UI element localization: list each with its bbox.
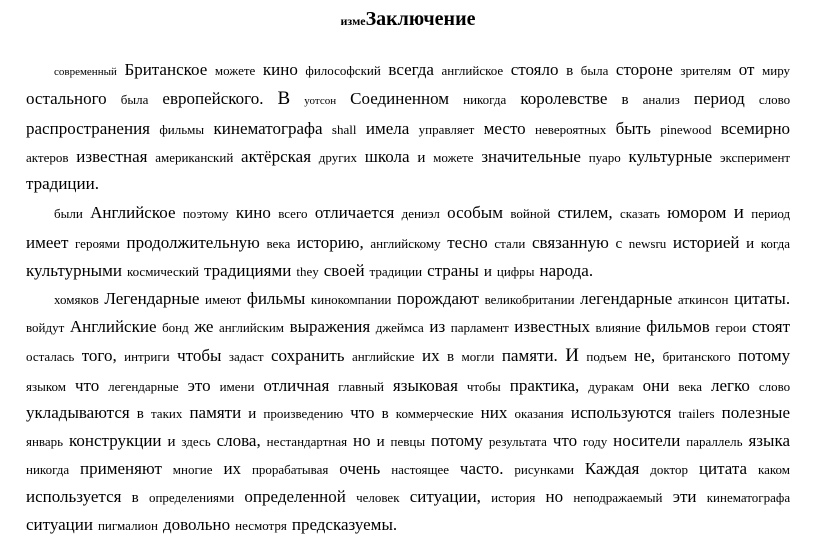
- word: стороне: [615, 60, 673, 79]
- word: языком: [26, 378, 66, 394]
- word: довольно: [162, 515, 231, 535]
- word: парламент: [450, 319, 509, 335]
- word: влияние: [595, 319, 641, 335]
- word: века: [266, 236, 291, 252]
- word: ситуации: [26, 515, 93, 535]
- word: имела: [365, 118, 410, 138]
- word: поэтому: [182, 206, 229, 222]
- word: стали: [494, 236, 526, 252]
- word: полезные: [721, 403, 791, 423]
- word: стояло: [510, 60, 559, 79]
- word: имени: [219, 378, 255, 394]
- word: же: [194, 316, 214, 336]
- word: могли: [461, 348, 495, 364]
- word: известная: [76, 146, 148, 166]
- word: место: [483, 118, 526, 138]
- word: Легендарные: [104, 288, 200, 308]
- word: в: [447, 348, 455, 365]
- word: когда: [760, 236, 791, 252]
- word: они: [642, 375, 670, 395]
- word: того,: [81, 345, 117, 365]
- word: слово: [758, 91, 791, 107]
- word: кинематографа: [213, 118, 323, 138]
- word: что: [350, 403, 375, 423]
- word: управляет: [418, 121, 475, 137]
- word: в: [381, 406, 389, 423]
- word: американский: [155, 149, 234, 165]
- word: период: [693, 88, 745, 108]
- word: потому: [430, 431, 483, 451]
- word: году: [583, 434, 608, 450]
- word: философский: [305, 63, 381, 78]
- word: применяют: [80, 459, 162, 479]
- word: фильмов: [646, 316, 710, 336]
- word: с: [615, 236, 623, 253]
- word: определенной: [244, 487, 346, 507]
- word: каком: [757, 462, 790, 478]
- word: здесь: [181, 434, 211, 450]
- word: анализ: [642, 91, 680, 107]
- word: народа.: [539, 261, 594, 281]
- word: легендарные: [580, 288, 673, 308]
- word: но: [353, 431, 371, 451]
- word: носители: [613, 431, 681, 451]
- word: современный: [54, 66, 117, 78]
- word: кинематографа: [706, 490, 791, 506]
- word: потому: [738, 345, 791, 365]
- word: кино: [235, 203, 271, 223]
- word: легендарные: [108, 378, 179, 394]
- word: и: [733, 202, 744, 224]
- word: что: [74, 375, 100, 395]
- word: несмотря: [235, 518, 287, 534]
- word: была: [580, 63, 609, 78]
- word: герои: [715, 319, 747, 335]
- word: сохранить: [270, 345, 345, 365]
- word: была: [120, 91, 149, 107]
- word: что: [552, 431, 578, 451]
- word: Соединенном: [350, 88, 450, 108]
- paragraph: [26, 198, 790, 285]
- word: но: [545, 487, 564, 507]
- word: В: [277, 87, 291, 109]
- word: историей: [672, 233, 740, 253]
- word: английскому: [370, 236, 441, 252]
- word: никогда: [26, 462, 70, 478]
- word: таких: [150, 406, 183, 422]
- word: задаст: [228, 348, 264, 364]
- word: памяти.: [501, 345, 558, 365]
- word: ситуации,: [409, 487, 481, 507]
- word: история: [491, 490, 536, 506]
- word: историю,: [296, 233, 364, 253]
- word: настоящее: [391, 462, 449, 478]
- word: отличается: [314, 203, 395, 223]
- word: их: [422, 345, 440, 365]
- word: можете: [433, 149, 474, 165]
- word: них: [480, 403, 508, 423]
- word: чтобы: [466, 378, 501, 394]
- word: языка: [748, 431, 790, 451]
- word: значительные: [481, 146, 581, 166]
- word: хомяков: [54, 291, 99, 307]
- word: shall: [331, 121, 357, 137]
- word: цитата: [698, 459, 748, 479]
- word: неподражаемый: [573, 490, 663, 506]
- word: английское: [441, 63, 504, 78]
- word: эксперимент: [719, 149, 791, 165]
- word: выражения: [289, 316, 371, 336]
- word: И: [565, 344, 579, 366]
- word: слово: [758, 378, 791, 394]
- word: в: [131, 490, 139, 507]
- word: подъем: [586, 348, 627, 364]
- word: традициями: [204, 261, 292, 281]
- word: языковая: [392, 375, 458, 395]
- word: от: [738, 60, 755, 79]
- word: невероятных: [535, 121, 607, 137]
- word: культурными: [26, 261, 122, 281]
- word: и: [483, 264, 492, 281]
- word: произведению: [263, 406, 344, 422]
- word: их: [223, 459, 242, 479]
- word: дуракам: [588, 378, 634, 394]
- word: века: [678, 378, 703, 394]
- word: отличная: [263, 375, 330, 395]
- word: в: [136, 406, 144, 423]
- word: традиции.: [26, 174, 99, 194]
- word: сказать: [620, 206, 660, 222]
- word: традиции: [369, 264, 423, 280]
- word: период: [751, 206, 791, 222]
- word: других: [318, 149, 358, 165]
- word: порождают: [396, 288, 479, 308]
- word: trailers: [678, 406, 715, 422]
- word: всего: [278, 206, 308, 222]
- word: особым: [447, 203, 503, 223]
- word: доктор: [650, 462, 689, 478]
- word: стилем,: [557, 203, 613, 223]
- word: результата: [488, 434, 547, 450]
- word: в: [621, 91, 629, 108]
- word: имеет: [26, 233, 69, 253]
- word: в: [566, 63, 574, 79]
- word: укладываются: [26, 403, 130, 423]
- word: бонд: [162, 319, 189, 335]
- word: коммерческие: [395, 406, 474, 422]
- word: определениями: [148, 490, 235, 506]
- word: английским: [218, 319, 285, 335]
- word: быть: [615, 118, 651, 138]
- word: интриги: [124, 348, 170, 364]
- word: английские: [351, 348, 415, 364]
- word: цифры: [496, 264, 535, 280]
- word: не,: [634, 345, 656, 365]
- word: из: [429, 316, 446, 336]
- word: дениэл: [401, 206, 440, 222]
- paragraph: [26, 56, 790, 198]
- word: британского: [662, 348, 731, 364]
- word: параллель: [686, 434, 743, 450]
- word: всемирно: [720, 118, 791, 138]
- word: войдут: [26, 319, 65, 335]
- word: страны: [427, 261, 479, 281]
- word: и: [248, 406, 257, 423]
- word: тесно: [447, 233, 488, 253]
- word: используется: [26, 487, 122, 507]
- word: стоят: [751, 316, 791, 336]
- word: европейского.: [162, 88, 264, 108]
- word: легко: [711, 375, 750, 395]
- word: pinewood: [660, 121, 712, 137]
- word: своей: [323, 261, 365, 281]
- word: предсказуемы.: [291, 515, 398, 535]
- word: фильмы: [246, 288, 306, 308]
- word: часто.: [459, 459, 504, 479]
- word: актёрская: [241, 146, 312, 166]
- page-title-prefix: изме: [340, 14, 366, 28]
- word: Английские: [69, 316, 157, 336]
- word: зрителям: [680, 63, 732, 78]
- page-title-main: Заключение: [365, 8, 476, 30]
- word: практика,: [509, 375, 580, 395]
- word: цитаты.: [734, 288, 791, 308]
- word: аткинсон: [677, 291, 729, 307]
- word: актеров: [26, 149, 69, 165]
- word: слова,: [216, 431, 261, 451]
- word: используются: [570, 403, 672, 423]
- word: эти: [672, 487, 697, 507]
- word: пигмалион: [97, 518, 158, 534]
- word: и: [167, 434, 176, 451]
- word: памяти: [189, 403, 242, 423]
- word: пуаро: [588, 149, 621, 165]
- word: чтобы: [177, 345, 222, 365]
- word: великобритании: [484, 291, 575, 307]
- word: всегда: [388, 60, 434, 79]
- word: это: [187, 375, 211, 395]
- word: человек: [356, 490, 400, 506]
- word: январь: [26, 434, 64, 450]
- word: осталась: [26, 348, 75, 364]
- word: имеют: [205, 291, 242, 307]
- word: нестандартная: [266, 434, 348, 450]
- word: культурные: [628, 146, 713, 166]
- word: рисунками: [514, 462, 575, 478]
- word: распространения: [26, 118, 150, 138]
- word: newsru: [628, 236, 667, 252]
- paragraph: [26, 285, 790, 539]
- word: связанную: [531, 233, 609, 253]
- word: продолжительную: [126, 233, 260, 253]
- word: юмором: [667, 203, 727, 223]
- word: войной: [510, 206, 551, 222]
- word: джеймса: [375, 319, 424, 335]
- word: никогда: [463, 91, 507, 107]
- word: и: [746, 236, 755, 253]
- word: остального: [26, 88, 107, 108]
- word: многие: [172, 462, 213, 478]
- word: и: [417, 149, 426, 166]
- word: были: [54, 206, 83, 222]
- word: оказания: [514, 406, 564, 422]
- word: героями: [75, 236, 120, 252]
- word: космический: [126, 264, 200, 280]
- word: уотсон: [304, 94, 337, 107]
- word: миру: [762, 63, 791, 78]
- word: королевстве: [520, 88, 608, 108]
- word: кино: [262, 60, 298, 79]
- word: главный: [338, 378, 384, 394]
- word: прорабатывая: [251, 462, 329, 478]
- word: известных: [514, 316, 590, 336]
- word: певцы: [390, 434, 426, 450]
- word: можете: [214, 63, 256, 78]
- word: Британское: [124, 60, 208, 79]
- word: they: [296, 264, 319, 280]
- page-title: [26, 8, 790, 30]
- word: конструкции: [69, 431, 162, 451]
- word: школа: [364, 146, 410, 166]
- word: Каждая: [584, 459, 640, 479]
- word: Английское: [90, 203, 176, 223]
- word: очень: [339, 459, 381, 479]
- word: фильмы: [159, 121, 205, 137]
- word: и: [376, 434, 385, 451]
- word: кинокомпании: [310, 291, 392, 307]
- document-body: [26, 56, 790, 539]
